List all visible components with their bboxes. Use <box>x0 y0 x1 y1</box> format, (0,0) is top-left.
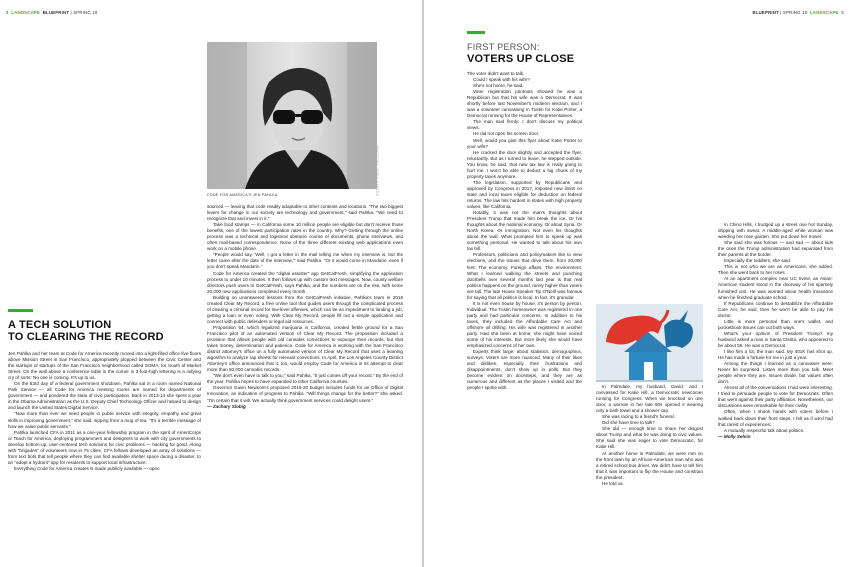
paragraph: Experts think large: about statistics, demographics, surveys. Voters are more nuanced. Many of their likes and dislikes, especially their frustrations and disappointments, don't show up in polls. But they become evident on doorsteps, and they are as numerous and different as the places I visited and the people I spoke with. <box>467 349 582 391</box>
paragraph: What's your opinion of President Trump? my husband asked a man in Santa Clarita, who appeared to be about 55. He was a Democrat. <box>718 330 833 348</box>
paragraph: I like him a lot, the man said. My 401K has shot up. He has made a fortune for me in just a year. <box>718 348 833 361</box>
paragraph: Building on unanswered lessons from the GetCalFresh initiative, Pahlka's team in 2016 created Clear My Record, a free online tool that guides users through the complicated process of clearing a criminal record for low-level offenses, which can be an impediment to landing a job, getting a loan or even voting. With Clear My Record, people fill out a simple application and connect with public defenders or legal aid resources. <box>207 294 403 324</box>
paragraph: She was racing to a friend's funeral. <box>602 414 675 420</box>
right-article-column-2 <box>596 384 703 487</box>
right-folio <box>753 10 845 15</box>
article-headline: VOTERS UP CLOSE <box>467 53 575 65</box>
paragraph: Pahlka launched CFA in 2011 as a one-year fellowship program in the spirit of AmeriCorps or Teach for America, deploying programmers and designers to work with city governments to develop bottom-up, user-centered tech solutions for civic problems — hacking for good. Along with "brigades" of volunteers now in 75 cities, CFA fellows developed an array of solutions — from text bots that tell people where they can find available shelter space during a disaster, to an "adopt a hydrant" app for residents to support local infrastructure. <box>8 429 201 465</box>
paragraph: Everything Code for America creates is made publicly available — open <box>14 465 160 471</box>
paragraph: Especially the toddlers, she said. <box>724 258 791 264</box>
paragraph: Professors, politicians and policymakers like to view elections, and the issues that drive them, from 20,000 feet: The economy. Foreign affairs. The environment. What I learned walking the streets and punching doorbells over several months last year is that real politics happens on the ground, rarely higher than voters are tall. The late House Speaker Tip O'Neill was famous for saying that all politics is local. In fact, it's granular. <box>467 252 582 300</box>
portrait-illustration <box>207 42 377 189</box>
headline-line: TO CLEARING THE RECORD <box>8 331 164 343</box>
paragraph: She's not home, he said. <box>473 83 524 89</box>
paragraph: She said she was furious — and sad — about kids the ones the Trump administration had separated from their parents at the border. <box>718 240 833 258</box>
left-article-column-2 <box>207 204 403 410</box>
paragraph: "We don't even have to talk to you," said Pahlka. "It just comes off your record." By the end of the year, Pahlka hopes to have expanded to other California counties. <box>207 373 403 385</box>
headline-line: A TECH SOLUTION <box>8 319 112 331</box>
paragraph: This is not who we are as Americans, she added. Then she went back to her roses. <box>718 264 833 276</box>
paragraph: Little is more personal than one's wallet, and pocketbook issues can cut both ways. <box>718 318 833 330</box>
paragraph: In Chino Hills, I trudged up a street one hot Sunday, dripping with sweat. A middle-aged white woman was weeding her rose garden. She put down her trowel. <box>718 222 833 240</box>
paragraph: The legislation, supported by Republicans and approved by Congress in 2017, imposed new limits on state and local taxes eligible for deduction on federal returns. The law hits hardest in states with high property values, like California. <box>467 179 582 210</box>
paragraph: Almost all of the conversations I had were interesting. I tried to persuade people to vote for Democrats. Often that went against their party affiliation. Nonetheless, our discussions were remarkable for their civility. <box>718 385 833 409</box>
page-number: 5 <box>841 10 844 15</box>
house-door <box>644 362 653 380</box>
elephant-donkey-house-illustration <box>596 304 703 382</box>
paragraph: Code for America created the "digital assister" app GetCalFresh, simplifying the application process to under 10 minutes. It then follows up with custom text messages. Now, county welfare directors push users to GetCalFresh, says Pahlka, and the numbers are on the rise, with some 20,000 new applications completed every month. <box>207 270 403 294</box>
paragraph: Take food stamps — in California some 10 million people are eligible but don't receive those benefits, one of the lowest participation rates in the country. Why? Getting through the online process was a technical and logistical obstacle course of documents, phone interviews, and often mail-based correspondence. None of the three different existing web applications even work on a mobile phone. <box>207 222 403 252</box>
paragraph: The man said firmly: I don't discuss my political views. <box>467 119 582 131</box>
paragraph: Jen Pahlka and her team at Code for America recently moved into a light-filled office five floors above Mission Street in San Francisco, appropriately plopped between the Civic Center and the startups of startups of the San Francisco neighborhood called SOMA, for South of Market Street. On the wall above a conference table in the corner in 3-foot-high lettering is a rallying cry of sorts: No one is coming. It's up to us. <box>8 351 201 381</box>
article-kicker: FIRST PERSON: <box>467 42 540 52</box>
right-page <box>424 0 850 567</box>
paragraph: At another home in Palmdale, we were met on the front lawn by an African-American man who was a retired school bus driver. We didn't have to tell him that it was important to flip the House and constrain the president. <box>596 450 703 480</box>
page-number: 4 <box>6 10 9 15</box>
paragraph: sourced — leaving that code readily adaptable to other contexts and locations. "The two biggest levers for change in our society are technology and government," said Pahlka. "We need to recognize that and invest in it." <box>207 204 403 222</box>
paragraph: Could I speak with his wife? <box>473 77 530 83</box>
paragraph: Governor Gavin Newsom's proposed 2019-20 budget includes funds for an Office of Digital Innovation, an indication of progress to Pahlka. "Will things change for the better?" she asked. "I'm certain that it will. We actually think government services could delight users." <box>207 385 403 403</box>
paragraph: Did she have time to talk? <box>602 420 655 426</box>
section-label: LANDSCAPE <box>11 10 40 15</box>
left-folio <box>6 10 98 15</box>
paragraph: On the 63rd day of a federal government shutdown, Pahlka sat in a room named National Park Service — all Code for America meeting rooms are named for departments of government — and pondered the state of civic participation. Back in 2013-14 she spent a year in the Obama Administration as the U.S. Deputy Chief Technology Officer and helped to design and launch the United States Digital Service. <box>8 381 201 411</box>
right-article-column-1 <box>467 71 582 391</box>
left-article-column-1 <box>8 351 201 472</box>
accent-rule <box>8 309 33 312</box>
magazine-name: BLUEPRINT <box>752 10 779 15</box>
photo-credit: PHOTO BY JAMES HABARD <box>375 146 379 197</box>
magazine-name: BLUEPRINT <box>42 10 70 15</box>
paragraph: It is not even house by house; it's person by person. Individual. The Tustin homeowner was registered in one party and had particular concerns. In addition to his taxes, they included the Affordable Care Act and offshore oil drilling. His wife was registered in another party. Had she been at home, she might have voiced some of his interests. But more likely she would have emphasized concerns of her own. <box>467 300 582 349</box>
paragraph: Among the things I learned as a canvasser were: Never be surprised. Listen more than you talk. Meet people where they are. Issues divide, but values often don't. <box>718 361 833 385</box>
paragraph: Notably, it was not the man's thoughts about President Trump that made him break the ice. Or his thoughts about the national economy. Or about Syria. Or North Korea. Or immigration. Not even his thoughts about the wall. What prompted him to speak up was something personal. He wanted to talk about his own tax bill. <box>467 210 582 252</box>
paragraph: The voter didn't want to talk. <box>467 71 525 76</box>
photo-caption: CODE FOR AMERICA'S JEN PAHLKA <box>207 193 278 197</box>
author-signature: — Molly Selvin <box>718 433 751 439</box>
paragraph: Voter registration printouts showed he was a Republican but that his wife was a Democrat. It was shortly before last November's midterm election, and I was a volunteer canvassing in Tustin for Katie Porter, a Democrat running for the House of Representatives. <box>467 89 582 119</box>
issue-label: | SPRING 19 <box>70 10 98 15</box>
paragraph: "Now more than ever we need people in public service with integrity, empathy and great skills in improving government," she said, sipping from a mug of tea. "It's a terrible message of how we value public servants." <box>8 411 201 429</box>
issue-label: | SPRING 19 <box>780 10 808 15</box>
paragraph: If Republicans continue to destabilize the Affordable Care Act, he said, then he won't be able to pay his doctor. <box>718 300 833 318</box>
paragraph: At an apartment complex near UC Irvine, an Asian-American student stood in the doorway of his sparsely furnished unit. He was worried about health insurance when he finished graduate school. <box>718 276 833 300</box>
right-article-column-3 <box>718 222 833 440</box>
portrait-photo <box>207 42 377 189</box>
paragraph: He cracked the door slightly and accepted the flyer, reluctantly. But as I turned to leave, he stepped outside. You know, he said, that new tax law is really going to hurt me. I won't be able to deduct a big chunk of my property taxes anymore. <box>467 149 582 179</box>
paragraph: He told us. <box>602 480 624 486</box>
paragraph: Often, when I shook hands with voters before I walked back down their front steps, I felt as if we'd had that rarest of experiences: <box>718 409 833 427</box>
paragraph: He did not open his screen door. <box>473 131 540 137</box>
author-signature: — Zachary Slobig <box>207 403 246 409</box>
section-label: LANDSCAPE <box>810 10 839 15</box>
left-page <box>0 0 422 567</box>
paragraph: "People would say, 'Well, I got a letter in the mail telling me when my interview is, but the letter came after the date of the interview,'" said Pahlka. "Or it would come in Mandarin, even if you don't speak Mandarin." <box>207 252 403 270</box>
paragraph: Well, would you give this flyer about Katie Porter to your wife? <box>467 137 582 149</box>
paragraph: A mutually respectful talk about politics. <box>724 427 805 433</box>
article-headline <box>8 319 164 343</box>
paragraph: In Palmdale, my husband, David, and I canvassed for Katie Hill, a Democratic newcomer running for Congress. When we knocked on one door, a woman in her late 60s opened it wearing only a bath towel and a shower cap. <box>596 384 703 414</box>
paragraph: Proposition 64, which legalized marijuana in California, created fertile ground for a San Francisco pilot of an automated version of Clear My Record. The proposition included a provision that allows people with old cannabis convictions to expunge their records, but that takes money, determination and patience. Code for America is working with the San Francisco district attorney's office on a fully automated version of Clear My Record that uses a learning algorithm to analyze rap sheets for relevant convictions. In April, the Los Angeles County District Attorney's office announced that it, too, would employ Code for America in its attempt to clear more than 50,000 cannabis records. <box>207 324 403 373</box>
political-illustration <box>596 304 703 382</box>
accent-rule <box>467 31 485 34</box>
paragraph: She did — enough time to share her disgust about Trump and what he was doing to civic values. She said she was eager to vote Democratic, for Katie Hill. <box>596 426 703 450</box>
